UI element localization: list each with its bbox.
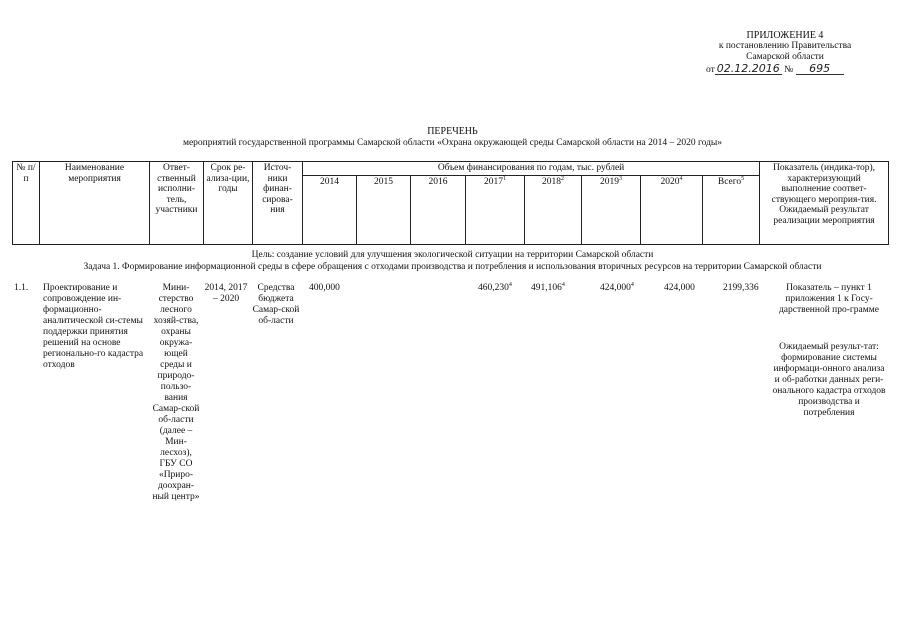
col-header-term: Срок ре-ализа-ции, годы <box>204 162 253 245</box>
value-2019: 424,000$^4$ <box>600 281 634 293</box>
col-header-exec: Ответ-ственный исполни-тель, участники <box>150 162 204 245</box>
row-number: 1.1. <box>14 283 29 293</box>
year-header-2014: 2014 <box>303 175 357 245</box>
col-header-indicator: Показатель (индика-тор), характеризующий выполнение соответ-ствующего мероприя-тия. Ожидаемый результат реализации мероприятия <box>760 162 889 245</box>
appendix-line-1: к постановлению Правительства <box>718 41 852 51</box>
value-total: 2199,336 <box>723 283 759 293</box>
handwritten-number: 695 <box>796 64 844 75</box>
measures-table-header <box>12 161 889 245</box>
year-header-2016: 2016 <box>411 175 466 245</box>
year-header-2020: 2020$^4$ <box>641 175 703 245</box>
indicator-text: Показатель – пункт 1 приложения 1 к Госу-дарственной про-грамме <box>778 283 880 315</box>
year-header-2015: 2015 <box>357 175 411 245</box>
col-header-source: Источ-ники финан-сирова-ния <box>253 162 303 245</box>
value-2017: 460,230$^4$ <box>478 281 512 293</box>
document-subtitle: мероприятий государственной программы Самарской области «Охрана окружающей среды Самарской области на 2014 – 2020 годы» <box>182 138 723 148</box>
col-header-num: № п/п <box>13 162 40 245</box>
decree-date-line <box>706 64 844 75</box>
handwritten-date: 02.12.2016 <box>716 62 780 75</box>
col-header-name: Наименование мероприятия <box>40 162 150 245</box>
implementation-term: 2014, 2017 – 2020 <box>204 283 248 304</box>
value-2020: 424,000 <box>664 283 695 293</box>
funding-source: Средства бюджета Самар-ской об-ласти <box>252 283 300 326</box>
date-prefix: от <box>706 65 715 75</box>
appendix-title: ПРИЛОЖЕНИЕ 4 <box>746 30 824 41</box>
value-2018: 491,106$^4$ <box>531 281 565 293</box>
year-header-total: Всего$^5$ <box>703 175 760 245</box>
number-prefix: № <box>784 65 794 75</box>
task-line: Задача 1. Формирование информационной среды в сфере обращения с отходами производства и потребления и использования вторичных ресурсов на территории Самарской области <box>83 262 822 272</box>
responsible-executor: Мини-стерство лесного хозяй-ства, охраны окружа-ющей среды и природо-пользо-вания Самар-ской об-ласти (далее – Мин-лесхоз), ГБУ СО «Приро-доохран-ный центр» <box>152 283 200 502</box>
expected-result-text: Ожидаемый результ-тат: формирование системы информаци-онного анализа и об-работки данных реги-онального кадастра отходов производства и потребления <box>772 342 886 418</box>
appendix-line-2: Самарской области <box>746 52 824 62</box>
appendix-header <box>690 30 880 63</box>
document-title: ПЕРЕЧЕНЬ <box>427 126 478 137</box>
year-header-2018: 2018$^2$ <box>525 175 582 245</box>
col-header-financing: Объем финансирования по годам, тыс. рублей <box>303 162 760 176</box>
year-header-2017: 2017$^1$ <box>466 175 525 245</box>
year-header-2019: 2019$^3$ <box>582 175 641 245</box>
measure-name: Проектирование и сопровождение ин-формационно-аналитической си-стемы поддержки принятия решений на основе регионально-го кадастра отходов <box>43 283 144 370</box>
goal-line: Цель: создание условий для улучшения экологической ситуации на территории Самарской области <box>251 250 654 260</box>
value-2014: 400,000 <box>309 283 340 293</box>
